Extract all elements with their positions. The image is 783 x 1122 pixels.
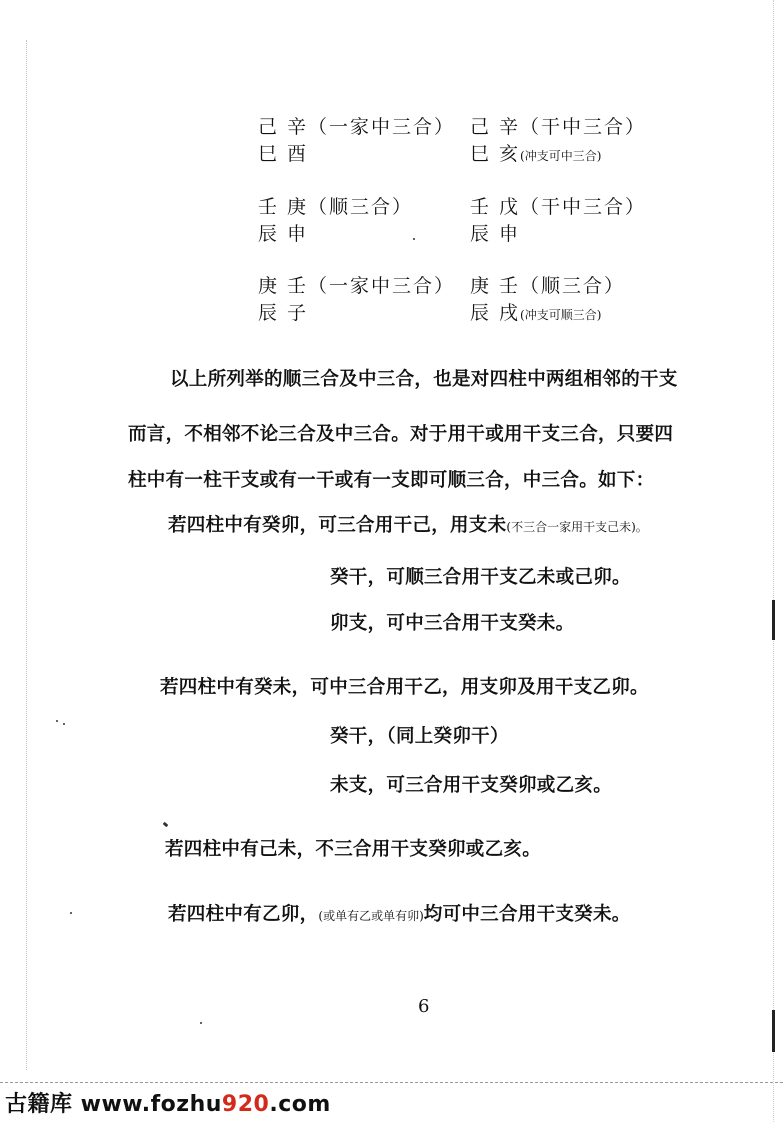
example-8-tail: 均可中三合用干支癸未。 xyxy=(423,904,631,925)
example-line: 卯支，可中三合用干支癸未。 xyxy=(330,613,575,634)
scan-speck xyxy=(63,723,65,725)
paragraph-line-1: 以上所列举的顺三合及中三合，也是对四柱中两组相邻的干支 xyxy=(170,369,678,390)
pair-2-right-bottom-main: 辰 申 xyxy=(470,223,521,245)
watermark xyxy=(5,1087,331,1118)
example-8-note: (或单有乙或单有卯) xyxy=(318,909,424,923)
pair-3-right-note: (冲支可顺三合) xyxy=(520,308,602,322)
watermark-number: 920 xyxy=(221,1092,270,1117)
scan-speck xyxy=(200,1022,202,1024)
example-line: 癸干，（同上癸卯干） xyxy=(330,726,509,747)
pair-2-right-bottom xyxy=(470,222,520,248)
paragraph-line-3: 柱中有一柱干支或有一干或有一支即可顺三合，中三合。如下： xyxy=(128,470,655,491)
pair-2-left-top: 壬 庚（顺三合） xyxy=(258,196,414,218)
pair-3-right-top: 庚 壬（顺三合） xyxy=(470,275,626,297)
scan-edge-left xyxy=(26,40,27,1070)
pair-1-left-bottom: 巳 酉 xyxy=(258,143,309,165)
scan-speck xyxy=(70,912,72,914)
scan-speck xyxy=(163,822,169,828)
page-number: 6 xyxy=(418,996,430,1017)
pair-3-right-bottom-main: 辰 戌 xyxy=(470,302,521,324)
pair-3-left-bottom: 辰 子 xyxy=(258,302,309,324)
watermark-prefix: 古籍库 www.fozhu xyxy=(5,1092,222,1117)
pair-1-right-bottom-main: 巳 亥 xyxy=(470,143,521,165)
scan-mark xyxy=(772,600,775,640)
scan-mark xyxy=(772,1010,775,1052)
example-line: 若四柱中有己未，不三合用干支癸卯或乙亥。 xyxy=(165,839,542,860)
pair-2-left-bottom: 辰 申 xyxy=(258,223,309,245)
example-line: 若四柱中有癸未，可中三合用干乙，用支卯及用干支乙卯。 xyxy=(160,677,649,698)
pair-1-right-top: 己 辛（干中三合） xyxy=(470,116,647,138)
example-1-main: 若四柱中有癸卯，可三合用干己，用支未 xyxy=(168,515,507,536)
paragraph-line-2: 而言，不相邻不论三合及中三合。对于用干或用干支三合，只要四 xyxy=(128,424,674,445)
example-1-note: (不三合一家用干支己未)。 xyxy=(506,520,648,534)
example-line: 未支，可三合用干支癸卯或乙亥。 xyxy=(330,775,613,796)
pair-3-right-bottom xyxy=(470,301,601,327)
example-line: 癸干，可顺三合用干支乙未或己卯。 xyxy=(330,567,631,588)
scan-speck xyxy=(56,720,58,722)
pair-3-left-top: 庚 壬（一家中三合） xyxy=(258,275,456,297)
example-line xyxy=(168,903,631,928)
footer-rule xyxy=(0,1082,783,1083)
pair-2-right-top: 壬 戊（干中三合） xyxy=(470,196,647,218)
pair-1-right-note: (冲支可中三合) xyxy=(520,149,602,163)
scan-edge-right xyxy=(773,0,774,1122)
scan-speck xyxy=(413,238,415,240)
watermark-suffix: .com xyxy=(269,1092,331,1117)
pair-1-right-bottom xyxy=(470,142,601,168)
example-8-main: 若四柱中有乙卯， xyxy=(168,904,319,925)
example-line xyxy=(168,514,648,539)
pair-1-left-top: 己 辛（一家中三合） xyxy=(258,116,456,138)
